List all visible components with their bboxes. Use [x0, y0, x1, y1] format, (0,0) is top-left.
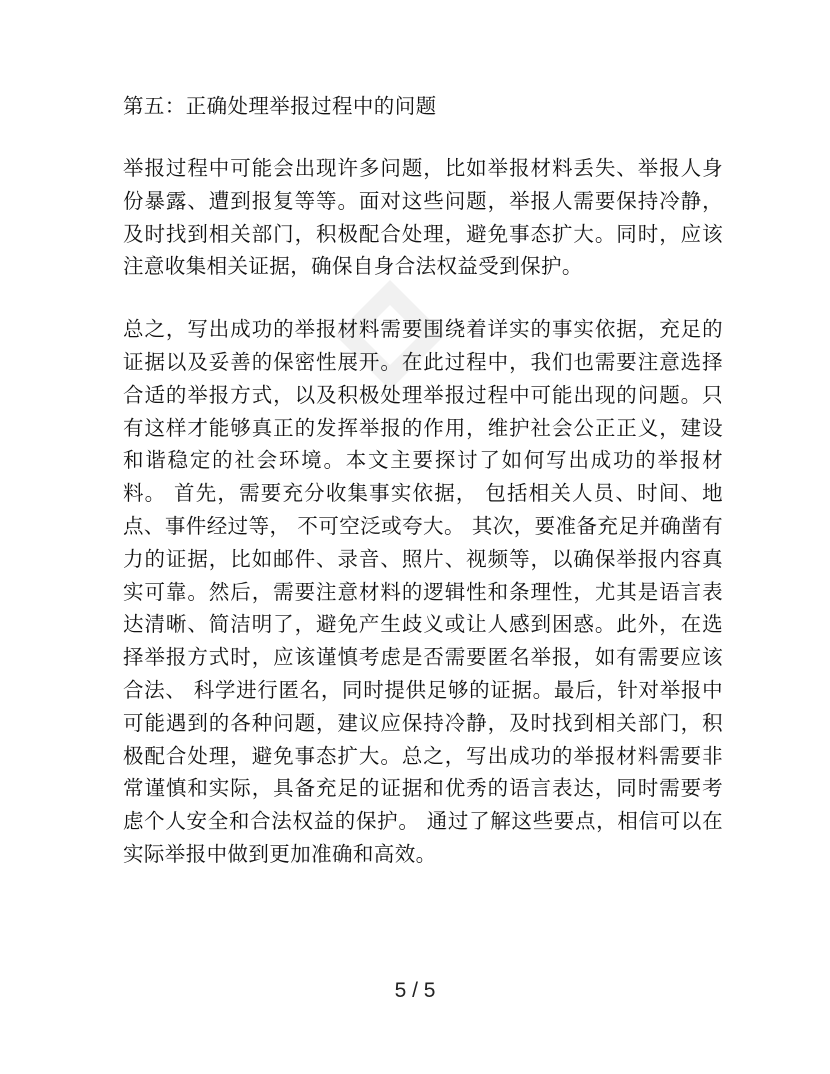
paragraph-problems: 举报过程中可能会出现许多问题，比如举报材料丢失、举报人身份暴露、遭到报复等等。面对这些问题，举报人需要保持冷静，及时找到相关部门，积极配合处理，避免事态扩大。同时，应该注意收集相关证据，确保自身合法权益受到保护。 [123, 156, 723, 279]
document-body [123, 90, 723, 901]
page-number: 5 / 5 [394, 979, 436, 1002]
paragraph-summary: 总之，写出成功的举报材料需要围绕着详实的事实依据，充足的证据以及妥善的保密性展开。在此过程中，我们也需要注意选择合适的举报方式，以及积极处理举报过程中可能出现的问题。只有这样才能够真正的发挥举报的作用，维护社会公正正义，建设和谐稳定的社会环境。本文主要探讨了如何写出成功的举报材料。 首先，需要充分收集事实依据， 包括相关人员、时间、地点、事件经过等， 不可空泛或夸大。 其次，要准备充足并确凿有力的证据，比如邮件、录音、照片、视频等，以确保举报内容真实可靠。然后，需要注意材料的逻辑性和条理性，尤其是语言表达清晰、简洁明了，避免产生歧义或让人感到困惑。此外，在选择举报方式时，应该谨慎考虑是否需要匿名举报，如有需要应该合法、 科学进行匿名，同时提供足够的证据。最后，针对举报中可能遇到的各种问题，建议应保持冷静，及时找到相关部门，积极配合处理，避免事态扩大。总之，写出成功的举报材料需要非常谨慎和实际，具备充足的证据和优秀的语言表达，同时需要考虑个人安全和合法权益的保护。 通过了解这些要点，相信可以在实际举报中做到更加准确和高效。 [123, 317, 723, 866]
section-heading: 第五：正确处理举报过程中的问题 [123, 94, 437, 118]
